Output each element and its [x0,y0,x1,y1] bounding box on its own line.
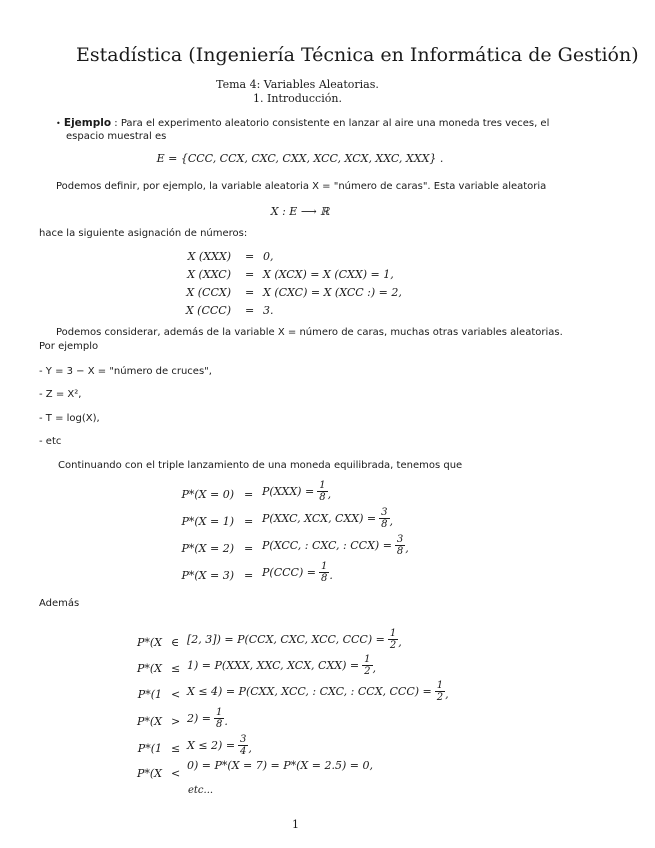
fraction [238,734,248,757]
equation-rhs [262,534,409,557]
equation-relation: ≤ [171,662,181,675]
equation-punctuation: . [224,715,228,728]
equation-punctuation: , [405,542,409,555]
paragraph-por-ejemplo: Por ejemplo [39,341,99,352]
fraction-numerator: 1 [319,480,326,491]
fraction [395,534,405,557]
fraction-numerator: 3 [396,534,404,545]
paragraph-ademas: Además [39,598,80,609]
equation-lhs: P*(X = 1) [181,515,234,528]
equation-rhs [262,480,331,503]
equation-rhs [187,654,376,677]
equation-rhs [187,680,449,703]
equation-lhs: X (CCX) [186,286,231,299]
equation-rhs [187,759,373,772]
fraction [214,707,224,730]
equation-relation: = [245,304,255,317]
equation-rhs-text: 2) = [187,712,212,725]
equation-punctuation: , [398,636,402,649]
list-item: - T = log(X), [39,413,100,424]
example-text-1: : Para el experimento aleatorio consistente en lanzar al aire una moneda tres veces, el [114,118,550,129]
equation-rhs-text: X (XCX) = X (CXX) = 1, [263,268,394,281]
fraction-denominator: 2 [436,692,444,703]
equation-rhs-text: P(XXC, XCX, CXX) = [262,512,377,525]
equation-rhs-text: 3. [263,304,274,317]
equation-rhs [187,707,228,730]
equation-rhs-text: P(XCC, : CXC, : CCX) = [262,539,392,552]
paragraph-define-variable: Podemos definir, por ejemplo, la variable aleatoria X = "número de caras". Esta variable aleatoria [56,181,547,192]
fraction-numerator: 1 [216,707,223,718]
equation-rhs [187,734,252,757]
equation-relation: ∈ [171,636,180,649]
fraction-denominator: 8 [216,719,223,730]
equation-rhs-text: 0, [263,250,274,263]
fraction-numerator: 1 [364,654,371,665]
equation-rhs-text: X ≤ 2) = [187,739,236,752]
equation-lhs: P*(X = 2) [181,542,234,555]
equation-lhs: P*(X [136,636,162,649]
fraction-numerator: 1 [389,628,397,639]
equation-relation: ≤ [171,742,181,755]
equation-rhs [262,561,333,584]
fraction [379,507,389,530]
equation-rhs-text: [2, 3]) = P(CCX, CXC, XCC, CCC) = [187,633,385,646]
bullet-icon: • [56,119,61,128]
fraction-numerator: 1 [320,561,328,572]
fraction-numerator: 1 [436,680,444,691]
paragraph-other-variables: Podemos considerar, además de la variable X = número de caras, muchas otras variables aleatorias. [56,327,563,338]
section-heading: 1. Introducción. [253,92,342,105]
fraction-denominator: 8 [396,546,404,557]
equation-punctuation: , [327,488,332,501]
equation-rhs [263,304,274,317]
equation-relation: = [245,268,255,281]
equation-rhs [187,628,402,651]
equation-lhs: P*(X = 3) [181,569,234,582]
equation-relation: = [245,250,255,263]
equation-lhs: P*(1 [137,688,162,701]
fraction [319,561,329,584]
equation-lhs: P*(X = 0) [181,488,234,501]
document-title: Estadística (Ingeniería Técnica en Informática de Gestión) [76,44,639,66]
equation-relation: = [244,542,254,555]
equation-punctuation: . [329,569,333,582]
mapping-equation: X : E ⟶ ℝ [270,205,330,218]
equation-lhs: P*(1 [137,742,162,755]
etc-text: etc... [188,785,214,796]
equation-lhs: X (CCC) [185,304,231,317]
fraction-numerator: 3 [240,734,247,745]
equation-punctuation: , [445,688,449,701]
equation-relation: = [244,488,254,501]
example-text-2: espacio muestral es [66,131,167,142]
list-item: - Y = 3 − X = "número de cruces", [39,366,212,377]
equation-rhs-text: X (CXC) = X (XCC :) = 2, [263,286,402,299]
equation-punctuation: , [248,742,252,755]
paragraph-continuing: Continuando con el triple lanzamiento de una moneda equilibrada, tenemos que [58,460,463,471]
fraction-numerator: 3 [381,507,388,518]
equation-lhs: P*(X [136,767,162,780]
example-label: Ejemplo [63,117,112,129]
fraction-denominator: 2 [364,666,371,677]
fraction [388,628,398,651]
fraction-denominator: 4 [240,746,247,757]
equation-rhs [263,250,274,263]
equation-rhs-text: X ≤ 4) = P(CXX, XCC, : CXC, : CCX, CCC) = [187,685,432,698]
equation-relation: = [244,569,254,582]
equation-relation: > [171,715,181,728]
equation-relation: = [244,515,254,528]
equation-rhs [263,268,394,281]
fraction [317,480,327,503]
sample-space-equation: E = {CCC, CCX, CXC, CXX, XCC, XCX, XXC, XXX} . [156,152,444,165]
example-paragraph [56,117,549,129]
equation-rhs-text: P(CCC) = [262,566,316,579]
fraction-denominator: 8 [319,492,326,503]
fraction-denominator: 8 [381,519,388,530]
equation-rhs [262,507,393,530]
equation-rhs-text: 0) = P*(X = 7) = P*(X = 2.5) = 0, [187,759,373,772]
paragraph-assignment: hace la siguiente asignación de números: [39,228,248,239]
equation-punctuation: , [372,662,377,675]
equation-relation: < [171,688,181,701]
fraction-denominator: 2 [389,640,397,651]
list-item: - etc [39,436,62,447]
equation-relation: = [245,286,255,299]
equation-rhs-text: 1) = P(XXX, XXC, XCX, CXX) = [187,659,360,672]
equation-rhs [263,286,402,299]
equation-relation: < [171,767,181,780]
fraction [362,654,372,677]
equation-lhs: P*(X [136,662,162,675]
page-number: 1 [292,818,299,831]
fraction [435,680,445,703]
equation-punctuation: , [389,515,394,528]
equation-lhs: X (XXX) [187,250,231,263]
topic-heading: Tema 4: Variables Aleatorias. [216,78,379,91]
fraction-denominator: 8 [320,573,328,584]
equation-rhs-text: P(XXX) = [262,485,315,498]
equation-lhs: P*(X [136,715,162,728]
list-item: - Z = X², [39,389,82,400]
equation-lhs: X (XXC) [187,268,231,281]
